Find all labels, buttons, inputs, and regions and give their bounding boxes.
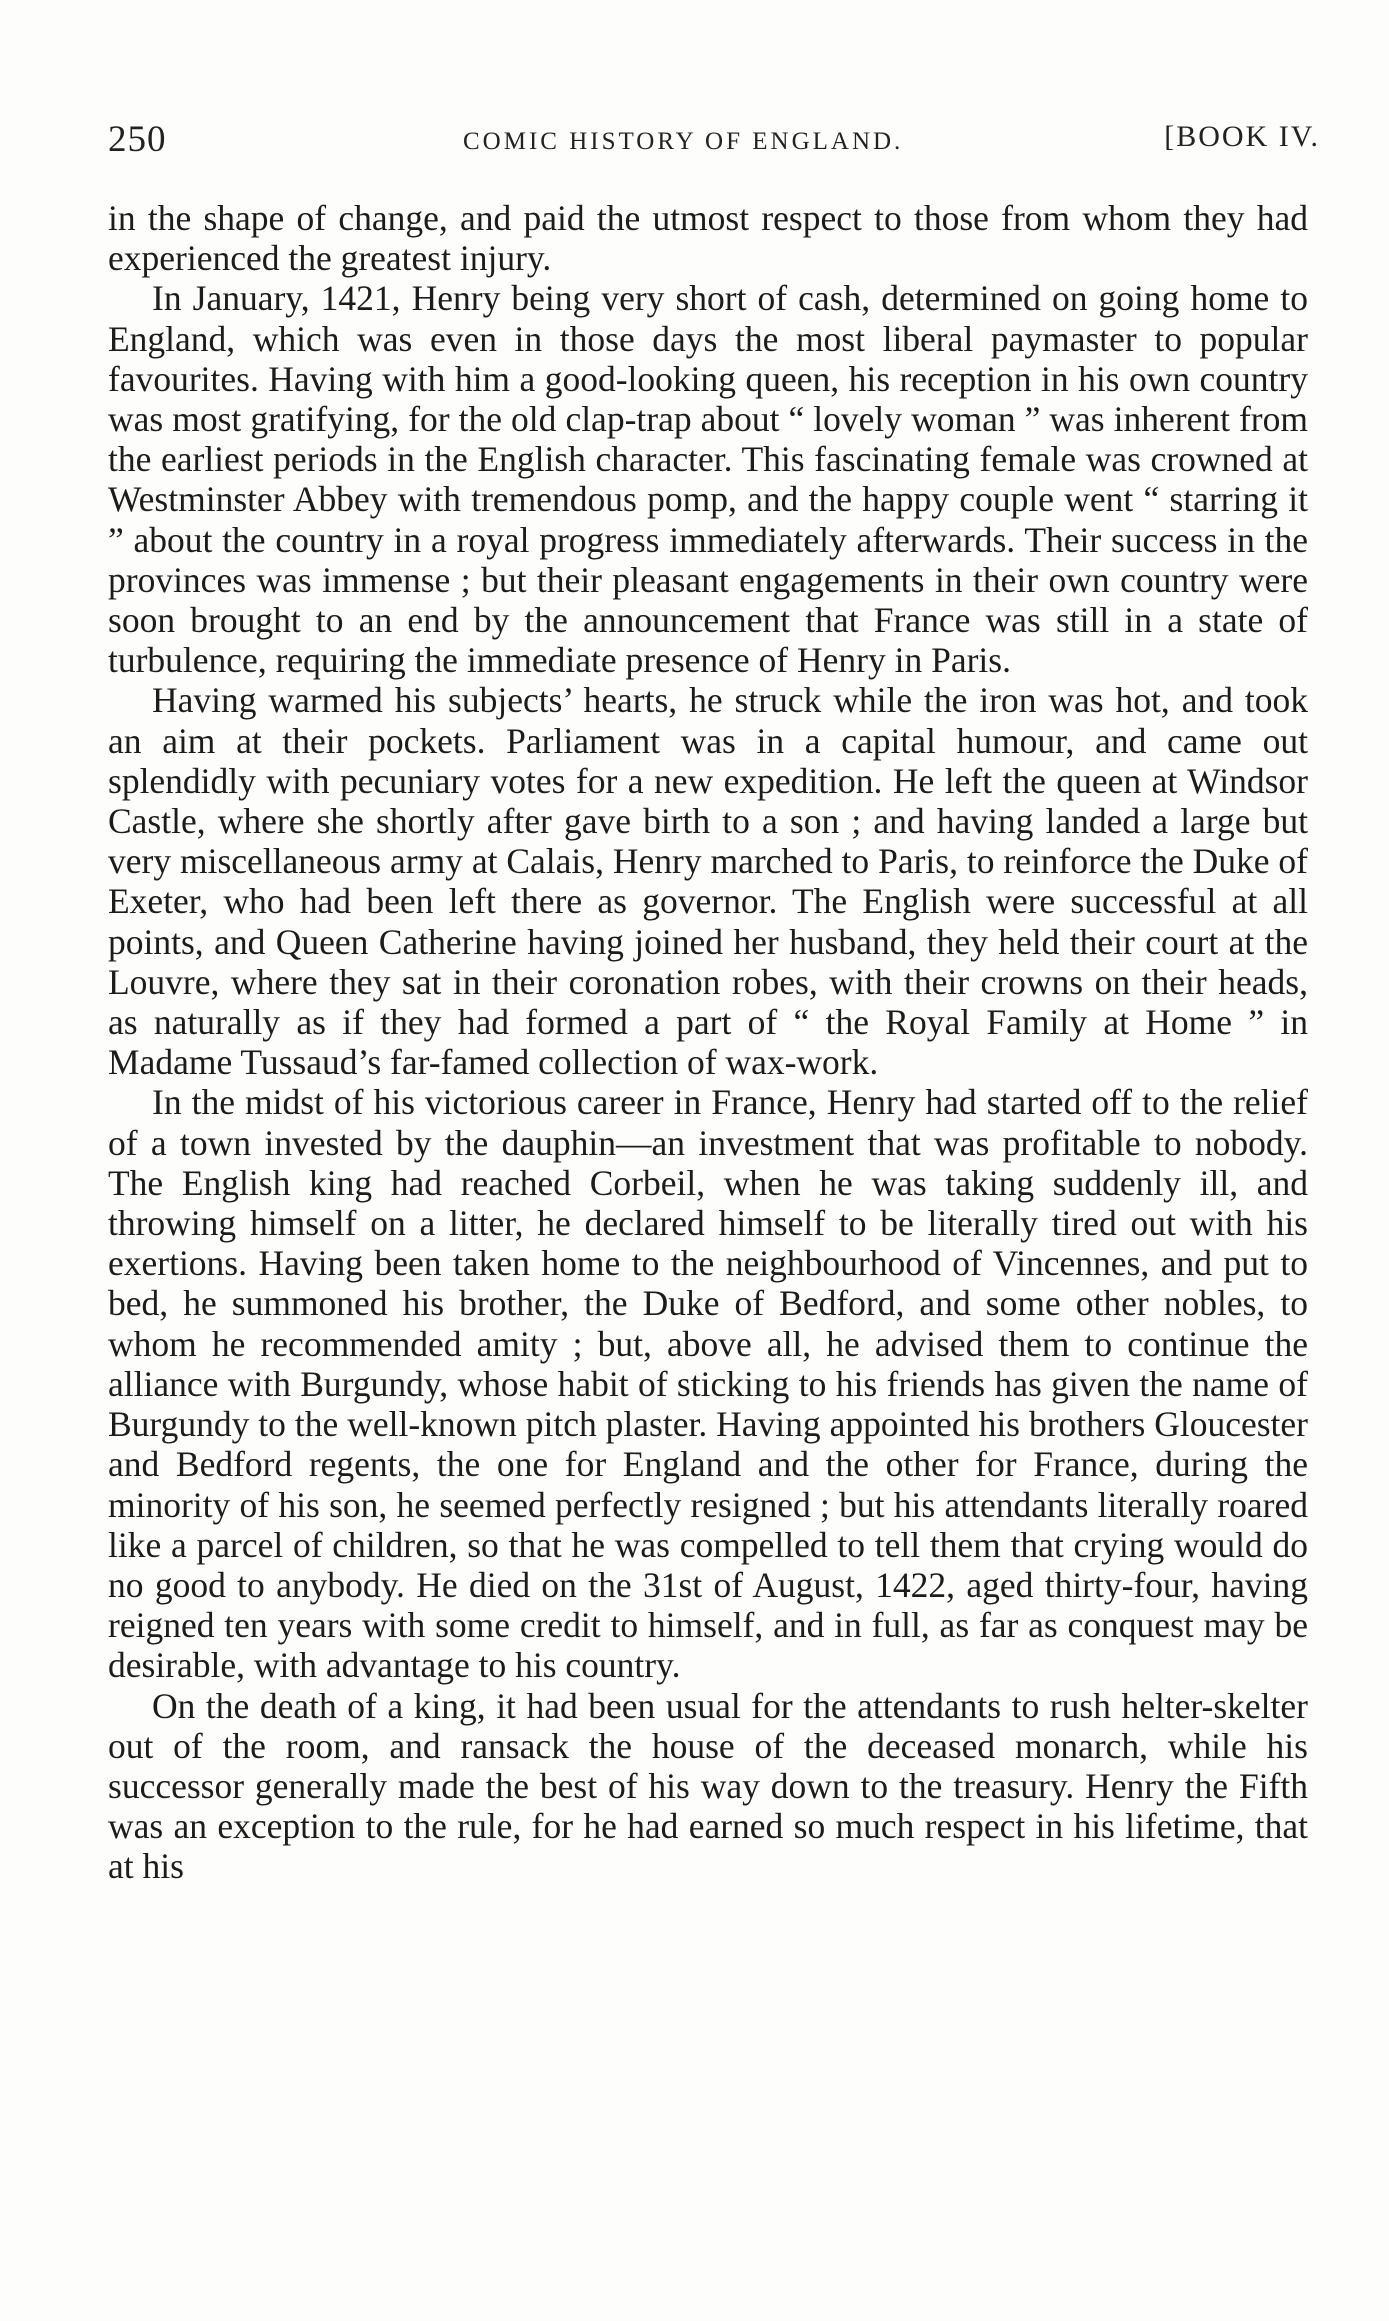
paragraph-parliament-votes: Having warmed his subjects’ hearts, he struck while the iron was hot, and took an aim at their pockets. Parliament was in a capital humour, and came out splendidly with pecuniary votes for a new expedition. He left the queen at Windsor Castle, where she shortly after gave birth to a son ; and having landed a large but very miscellaneous army at Calais, Henry marched to Paris, to reinforce the Duke of Exeter, who had been left there as governor. The English were successful at all points, and Queen Catherine having joined her husband, they held their court at the Louvre, where they sat in their coronation robes, with their crowns on their heads, as naturally as if they had formed a part of “ the Royal Family at Home ” in Madame Tussaud’s far-famed collection of wax-work. [108, 680, 1308, 1083]
book-section-label: [BOOK IV. [1164, 120, 1320, 153]
running-head [108, 118, 1320, 168]
running-title: COMIC HISTORY OF ENGLAND. [463, 128, 904, 155]
paragraph-continued: in the shape of change, and paid the utmost respect to those from whom they had experienced the greatest injury. [108, 198, 1308, 279]
page-number: 250 [108, 119, 167, 160]
body-text [108, 198, 1308, 1887]
paragraph-death-of-henry: In the midst of his victorious career in France, Henry had started off to the relief of a town invested by the dauphin—an investment that was profitable to nobody. The English king had reached Corbeil, when he was taking suddenly ill, and throwing himself on a litter, he declared himself to be literally tired out with his exertions. Having been taken home to the neighbourhood of Vincennes, and put to bed, he summoned his brother, the Duke of Bedford, and some other nobles, to whom he recommended amity ; but, above all, he advised them to continue the alliance with Burgundy, whose habit of sticking to his friends has given the name of Burgundy to the well-known pitch plaster. Having appointed his brothers Gloucester and Bedford regents, the one for England and the other for France, during the minority of his son, he seemed perfectly resigned ; but his attendants literally roared like a parcel of children, so that he was compelled to tell them that crying would do no good to anybody. He died on the 31st of August, 1422, aged thirty-four, having reigned ten years with some credit to himself, and in full, as far as conquest may be desirable, with advantage to his country. [108, 1082, 1308, 1686]
paragraph-return-to-england: In January, 1421, Henry being very short of cash, determined on going home to England, which was even in those days the most liberal paymaster to popular favourites. Having with him a good-looking queen, his reception in his own country was most gratifying, for the old clap-trap about “ lovely woman ” was inherent from the earliest periods in the English character. This fascinating female was crowned at Westminster Abbey with tremendous pomp, and the happy couple went “ starring it ” about the country in a royal progress immediately afterwards. Their success in the provinces was immense ; but their pleasant engagements in their own country were soon brought to an end by the announcement that France was still in a state of turbulence, requiring the immediate presence of Henry in Paris. [108, 278, 1308, 681]
paragraph-death-of-king: On the death of a king, it had been usual for the attendants to rush helter-skelter out of the room, and ransack the house of the deceased monarch, while his successor generally made the best of his way down to the treasury. Henry the Fifth was an exception to the rule, for he had earned so much respect in his lifetime, that at his [108, 1685, 1308, 1887]
